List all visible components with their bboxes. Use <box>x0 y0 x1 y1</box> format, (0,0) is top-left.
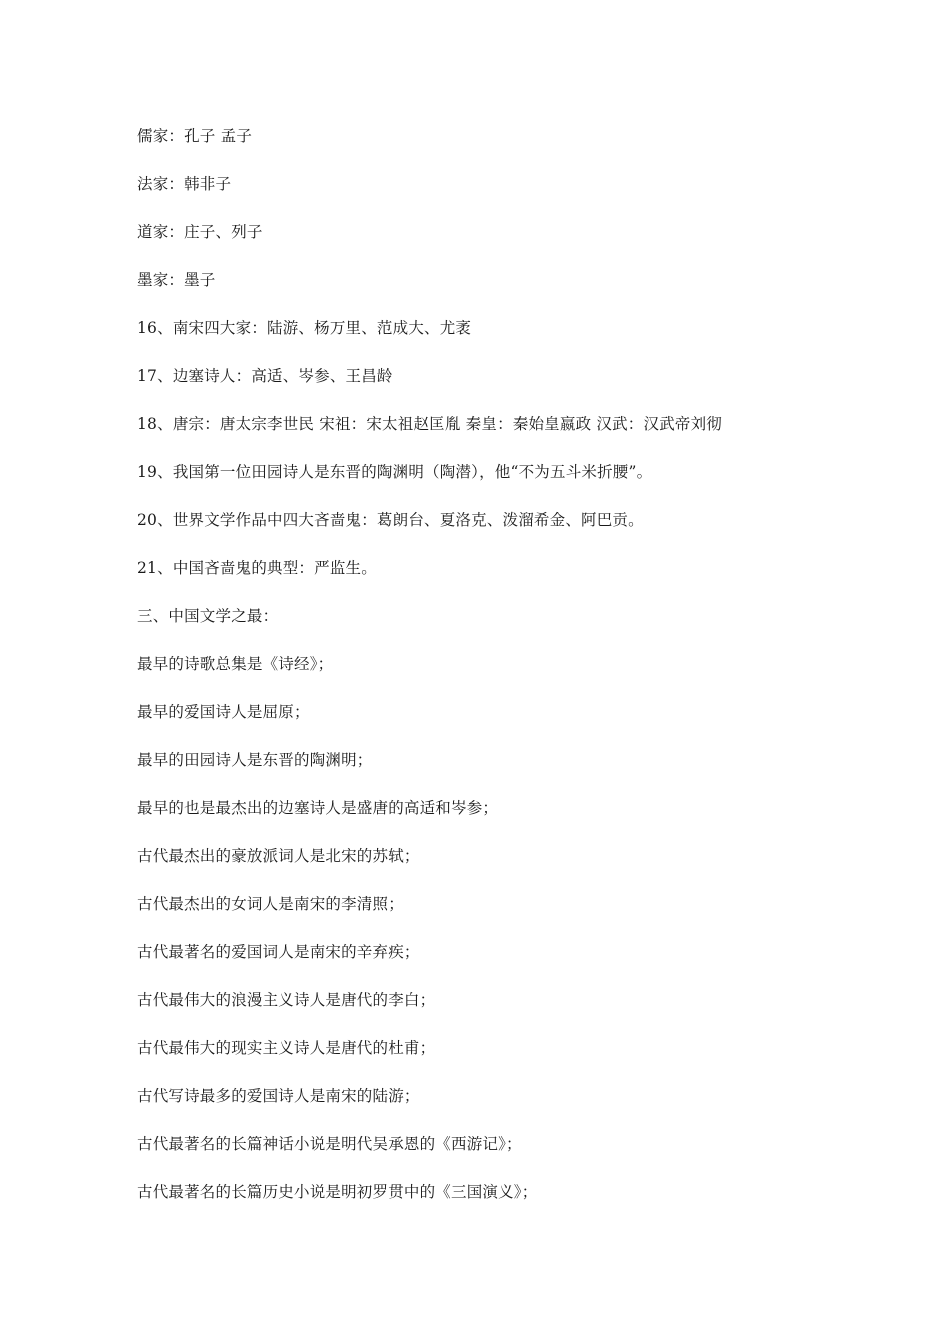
text-line: 18、唐宗：唐太宗李世民 宋祖：宋太祖赵匡胤 秦皇：秦始皇嬴政 汉武：汉武帝刘彻 <box>137 415 723 433</box>
text-line: 古代最杰出的女词人是南宋的李清照； <box>137 895 404 913</box>
text-line: 古代最著名的长篇神话小说是明代吴承恩的《西游记》； <box>137 1135 522 1153</box>
text-line: 最早的也是最杰出的边塞诗人是盛唐的高适和岑参； <box>137 799 499 817</box>
section-heading: 三、中国文学之最： <box>137 607 279 625</box>
text-line: 21、中国吝啬鬼的典型：严监生。 <box>137 559 377 577</box>
text-line: 古代最著名的长篇历史小说是明初罗贯中的《三国演义》； <box>137 1183 538 1201</box>
text-line: 16、南宋四大家：陆游、杨万里、范成大、尤袤 <box>137 319 472 337</box>
text-line: 古代最著名的爱国词人是南宋的辛弃疾； <box>137 943 420 961</box>
text-line: 道家：庄子、列子 <box>137 223 263 241</box>
text-line: 古代最伟大的浪漫主义诗人是唐代的李白； <box>137 991 436 1009</box>
text-line: 法家：韩非子 <box>137 175 232 193</box>
text-line: 17、边塞诗人：高适、岑参、王昌龄 <box>137 367 393 385</box>
text-line: 最早的诗歌总集是《诗经》； <box>137 655 334 673</box>
text-line: 最早的爱国诗人是屈原； <box>137 703 310 721</box>
text-line: 古代最伟大的现实主义诗人是唐代的杜甫； <box>137 1039 436 1057</box>
text-line: 20、世界文学作品中四大吝啬鬼：葛朗台、夏洛克、泼溜希金、阿巴贡。 <box>137 511 644 529</box>
text-line: 墨家：墨子 <box>137 271 216 289</box>
text-line: 儒家：孔子 孟子 <box>137 127 253 145</box>
text-line: 古代最杰出的豪放派词人是北宋的苏轼； <box>137 847 420 865</box>
text-line: 古代写诗最多的爱国诗人是南宋的陆游； <box>137 1087 420 1105</box>
document-body <box>137 122 857 1226</box>
text-line: 19、我国第一位田园诗人是东晋的陶渊明（陶潜），他“不为五斗米折腰”。 <box>137 463 653 481</box>
text-line: 最早的田园诗人是东晋的陶渊明； <box>137 751 373 769</box>
